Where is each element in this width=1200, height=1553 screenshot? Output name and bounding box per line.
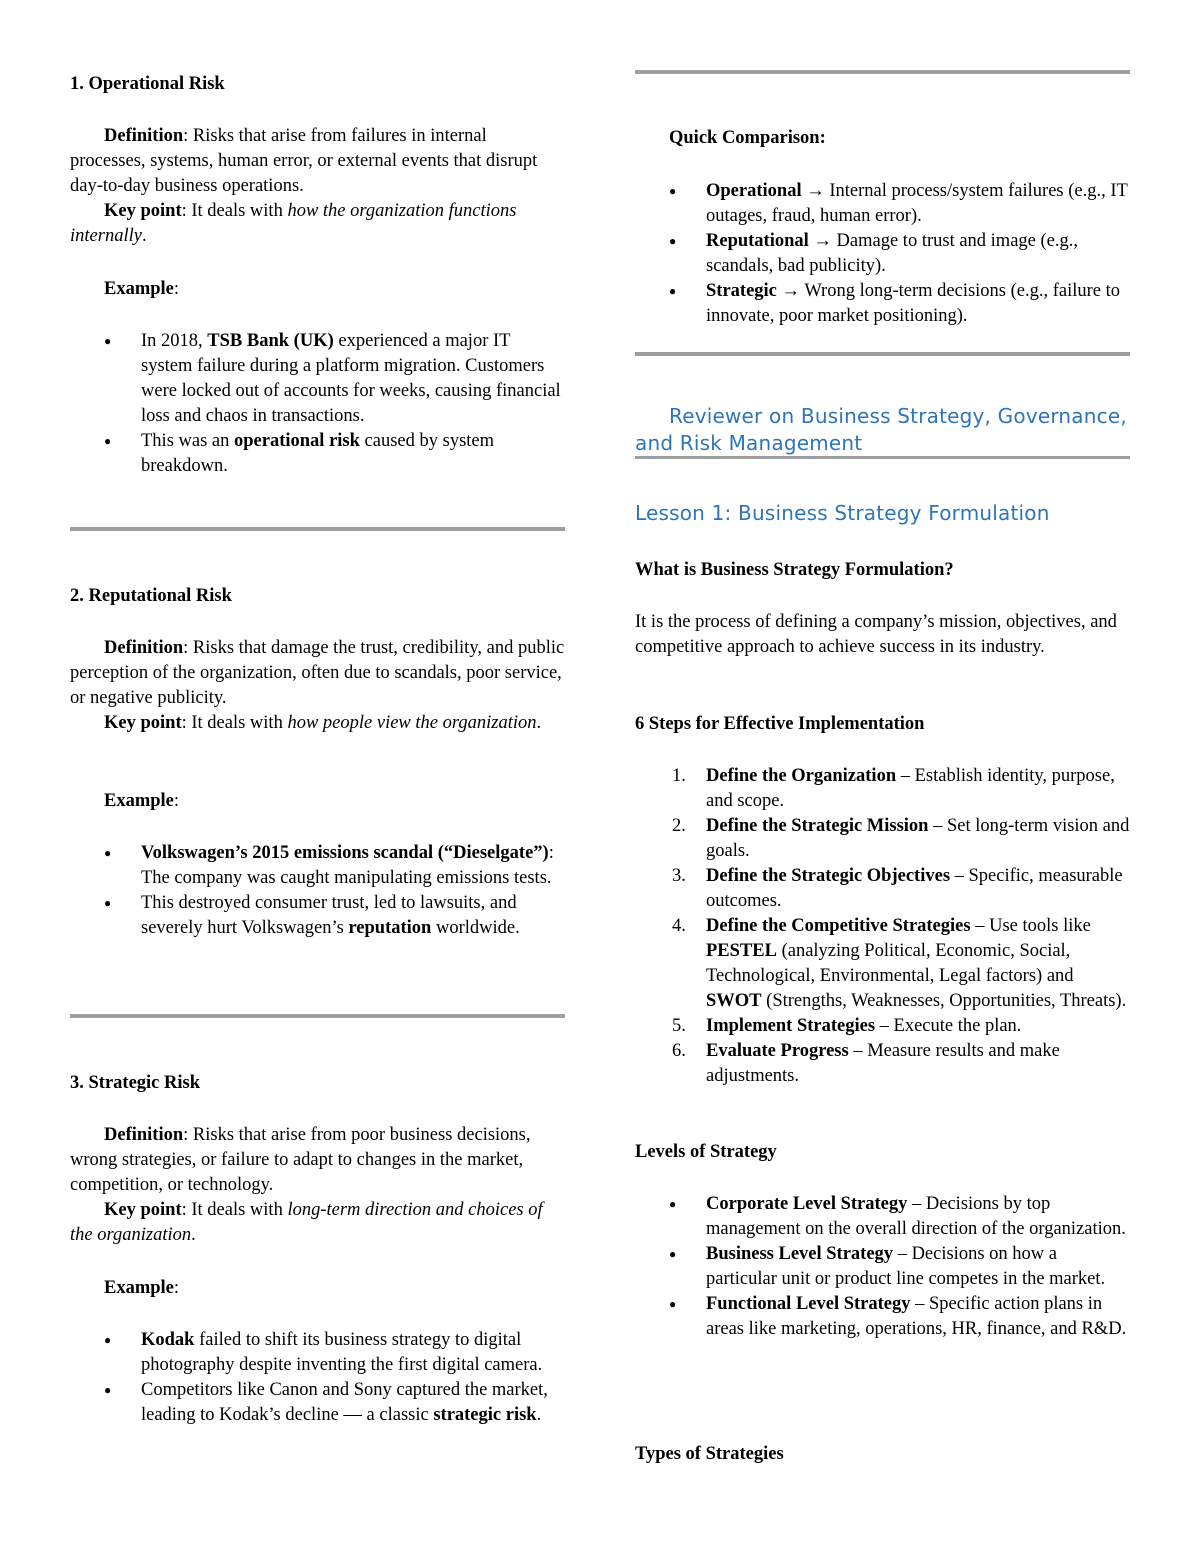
list-item-bold: operational risk	[234, 431, 360, 451]
section-divider	[635, 352, 1130, 356]
operational-risk-title: 1. Operational Risk	[70, 74, 225, 94]
example-colon: :	[173, 279, 180, 299]
key-point-end: .	[141, 226, 147, 246]
quick-comparison-title: Quick Comparison:	[669, 128, 826, 148]
list-item-bold: Business Level Strategy	[706, 1244, 894, 1264]
list-item-text: – Specific action plans in areas like marketing, operations, HR, finance, and R&D.	[706, 1294, 1127, 1339]
definition-text: : Risks that arise from failures in internal processes, systems, human error, or external events that disrupt day-to-day business operations.	[70, 126, 538, 196]
list-number: 6.	[672, 1041, 686, 1061]
list-item-text: This destroyed consumer trust, led to lawsuits, and severely hurt Volkswagen’s	[141, 893, 517, 938]
steps-heading: 6 Steps for Effective Implementation	[635, 714, 925, 734]
key-point-label: Key point	[104, 1200, 182, 1220]
list-item-bold: Implement Strategies	[706, 1016, 876, 1036]
operational-risk-definition	[70, 124, 565, 249]
list-item-bold: reputation	[348, 918, 432, 938]
reputational-example-label	[70, 789, 565, 814]
operational-example-list	[70, 329, 565, 479]
key-point-emphasis: how people view the organization	[287, 713, 537, 733]
list-item	[635, 1292, 1130, 1342]
list-item	[635, 914, 1130, 1014]
key-point-text: : It deals with	[181, 201, 288, 221]
list-item-bold: Define the Competitive Strategies	[706, 916, 971, 936]
key-point-end: .	[536, 713, 542, 733]
section-divider	[70, 1014, 565, 1018]
section-divider	[70, 527, 565, 531]
operational-example-label	[70, 277, 565, 302]
key-point-text: : It deals with	[181, 713, 288, 733]
definition-text: : Risks that arise from poor business decisions, wrong strategies, or failure to adapt to changes in the market, competition, or technology.	[70, 1125, 531, 1195]
list-item-bold: Evaluate Progress	[706, 1041, 849, 1061]
example-label: Example	[104, 791, 174, 811]
reputational-example-list	[70, 841, 565, 941]
quick-comparison-list	[635, 179, 1130, 329]
list-item	[635, 279, 1130, 329]
list-item-text: (Strengths, Weaknesses, Opportunities, Threats).	[761, 991, 1127, 1011]
list-item-bold: Reputational	[706, 231, 809, 251]
example-label: Example	[104, 279, 174, 299]
list-item	[70, 329, 565, 429]
list-item	[635, 1242, 1130, 1292]
list-item-text: – Establish identity, purpose, and scope.	[706, 766, 1115, 811]
key-point-text: : It deals with	[181, 1200, 288, 1220]
swot-label: SWOT	[706, 991, 762, 1011]
list-item	[635, 1039, 1130, 1089]
arrow: →	[801, 181, 830, 201]
list-item	[70, 1378, 565, 1428]
list-item-bold: Define the Strategic Objectives	[706, 866, 951, 886]
list-item-bold: Corporate Level Strategy	[706, 1194, 908, 1214]
levels-list	[635, 1192, 1130, 1342]
list-item	[635, 864, 1130, 914]
list-item-text: caused by system breakdown.	[141, 431, 495, 476]
title-underline	[635, 456, 1130, 459]
levels-heading: Levels of Strategy	[635, 1142, 777, 1162]
key-point-end: .	[191, 1225, 196, 1245]
list-item	[635, 229, 1130, 279]
list-item-text: – Use tools like	[970, 916, 1091, 936]
reviewer-title: Reviewer on Business Strategy, Governance, and Risk Management	[635, 404, 1127, 455]
list-item	[635, 814, 1130, 864]
example-label: Example	[104, 1278, 174, 1298]
example-colon: :	[173, 791, 180, 811]
list-item-text: – Set long-term vision and goals.	[706, 816, 1130, 861]
list-item-bold: strategic risk	[433, 1405, 537, 1425]
list-item-text: – Execute the plan.	[875, 1016, 1022, 1036]
list-item-text: Competitors like Canon and Sony captured the market, leading to Kodak’s decline — a classic	[141, 1380, 548, 1425]
reputational-risk-title: 2. Reputational Risk	[70, 586, 232, 606]
reputational-risk-definition	[70, 636, 565, 736]
list-item-text: Damage to trust and image (e.g., scandals, bad publicity).	[706, 231, 1078, 276]
what-is-heading: What is Business Strategy Formulation?	[635, 560, 954, 580]
list-item-text: In 2018,	[141, 331, 208, 351]
list-item-text: experienced a major IT system failure during a platform migration. Customers were locked out of accounts for weeks, causing financial loss and chaos in transactions.	[141, 331, 561, 426]
list-item	[635, 1192, 1130, 1242]
list-item-bold: Volkswagen’s 2015 emissions scandal (“Dieselgate”)	[141, 843, 549, 863]
steps-list	[635, 764, 1130, 1089]
definition-label: Definition	[104, 126, 184, 146]
arrow: →	[808, 231, 837, 251]
list-item	[70, 841, 565, 891]
definition-label: Definition	[104, 638, 184, 658]
list-item-text: Internal process/system failures (e.g., IT outages, fraud, human error).	[706, 181, 1128, 226]
list-item-text: – Specific, measurable outcomes.	[706, 866, 1123, 911]
list-item	[70, 429, 565, 479]
key-point-emphasis: how the organization functions internally	[70, 201, 517, 246]
list-item-text: failed to shift its business strategy to digital photography despite inventing the first digital camera.	[141, 1330, 543, 1375]
lesson-title: Lesson 1: Business Strategy Formulation	[635, 501, 1050, 525]
list-item-text: – Decisions by top management on the overall direction of the organization.	[706, 1194, 1126, 1239]
list-item-text: (analyzing Political, Economic, Social, Technological, Environmental, Legal factors) and	[706, 941, 1074, 986]
list-item	[635, 764, 1130, 814]
list-item	[70, 1328, 565, 1378]
strategic-example-list	[70, 1328, 565, 1428]
strategic-risk-definition	[70, 1123, 565, 1248]
list-item-bold: Define the Organization	[706, 766, 897, 786]
list-item-text: Wrong long-term decisions (e.g., failure to innovate, poor market positioning).	[706, 281, 1121, 326]
list-number: 3.	[672, 866, 686, 886]
list-number: 1.	[672, 766, 686, 786]
definition-label: Definition	[104, 1125, 184, 1145]
list-item-text: This was an	[141, 431, 234, 451]
section-divider	[635, 70, 1130, 74]
strategic-example-label	[70, 1276, 565, 1301]
list-number: 4.	[672, 916, 686, 936]
list-item-bold: Kodak	[141, 1330, 195, 1350]
list-item	[70, 891, 565, 941]
key-point-label: Key point	[104, 713, 182, 733]
list-item-bold: Functional Level Strategy	[706, 1294, 911, 1314]
list-item	[635, 1014, 1130, 1039]
list-item	[635, 179, 1130, 229]
list-item-text: – Measure results and make adjustments.	[706, 1041, 1060, 1086]
list-item-text: : The company was caught manipulating emissions tests.	[141, 843, 554, 888]
list-item-bold: Operational	[706, 181, 802, 201]
example-colon: :	[173, 1278, 180, 1298]
list-number: 5.	[672, 1016, 686, 1036]
strategic-risk-title: 3. Strategic Risk	[70, 1073, 200, 1093]
key-point-emphasis: long-term direction and choices of the organization	[70, 1200, 543, 1245]
list-item-bold: Strategic	[706, 281, 777, 301]
key-point-label: Key point	[104, 201, 182, 221]
pestel-label: PESTEL	[706, 941, 777, 961]
types-heading: Types of Strategies	[635, 1444, 784, 1464]
list-number: 2.	[672, 816, 686, 836]
list-item-bold: TSB Bank (UK)	[207, 331, 334, 351]
what-is-text: It is the process of defining a company’s mission, objectives, and competitive approach to achieve success in its industry.	[635, 612, 1117, 657]
list-item-text: worldwide.	[431, 918, 520, 938]
list-item-bold: Define the Strategic Mission	[706, 816, 929, 836]
arrow: →	[776, 281, 805, 301]
list-item-text: .	[536, 1405, 542, 1425]
list-item-text: – Decisions on how a particular unit or product line competes in the market.	[706, 1244, 1106, 1289]
definition-text: : Risks that damage the trust, credibility, and public perception of the organization, often due to scandals, poor service, or negative publicity.	[70, 638, 565, 708]
